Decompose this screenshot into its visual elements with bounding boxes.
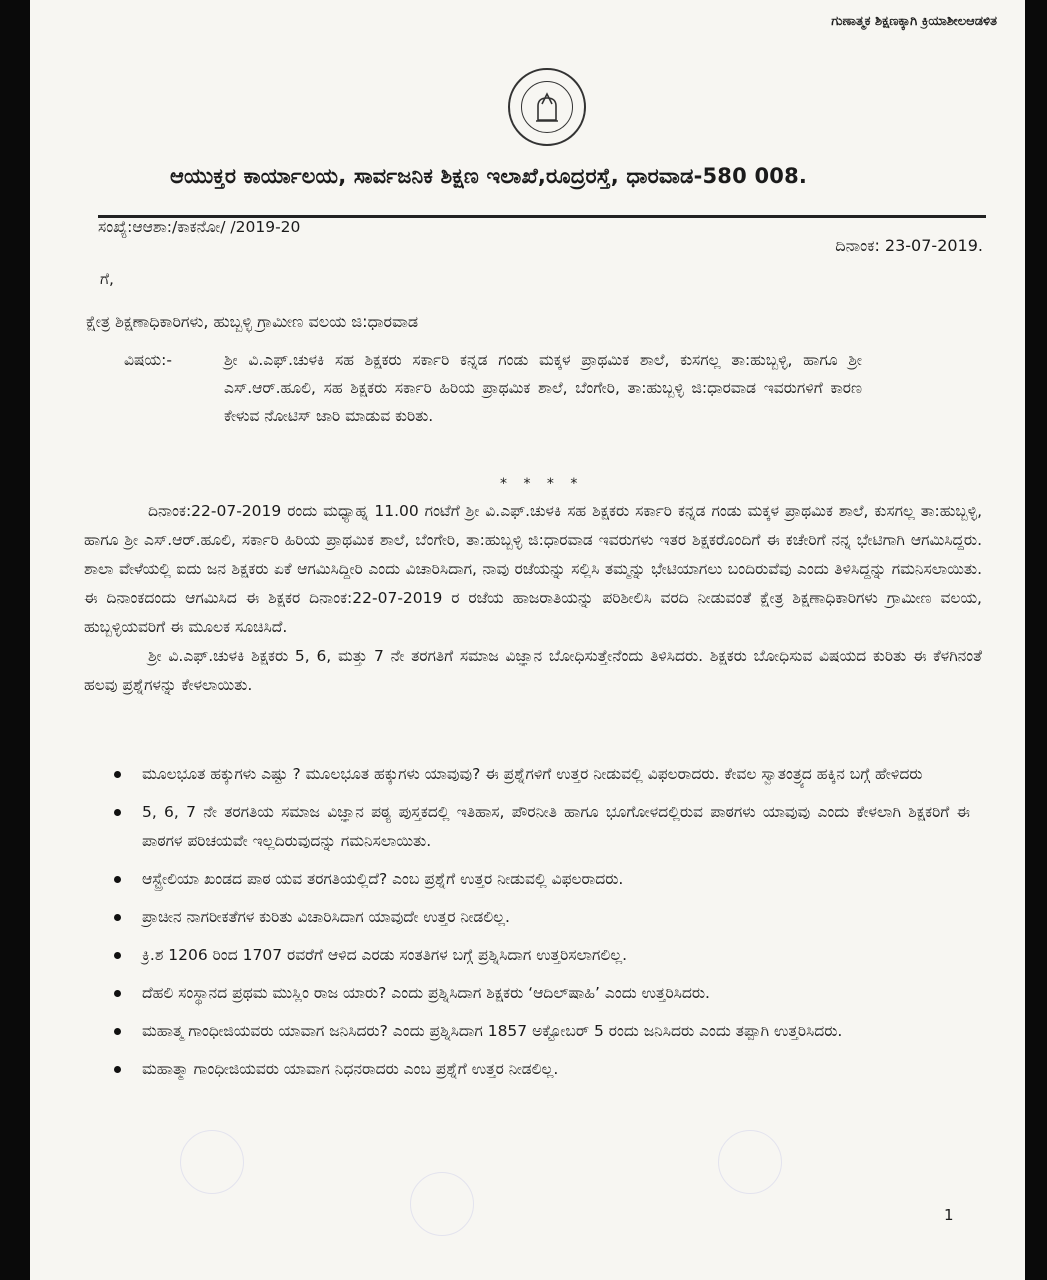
body-paragraph-1: ದಿನಾಂಕ:22-07-2019 ರಂದು ಮಧ್ಯಾಹ್ನ 11.00 ಗಂಟೆಗೆ ಶ್ರೀ ವಿ.ಎಫ್.ಚುಳಕಿ ಸಹ ಶಿಕ್ಷಕರು ಸರ್ಕಾರಿ ಕನ್ನಡ ಗಂಡು ಮಕ್ಕಳ ಪ್ರಾಥಮಿಕ ಶಾಲೆ, ಕುಸಗಲ್ಲ ತಾ:ಹುಬ್ಬಳ್ಳಿ, ಹಾಗೂ ಶ್ರೀ ಎಸ್.ಆರ್.ಹೂಲಿ, ಸರ್ಕಾರಿ ಹಿರಿಯ ಪ್ರಾಥಮಿಕ ಶಾಲೆ, ಬೆಂಗೇರಿ, ತಾ:ಹುಬ್ಬಳ್ಳಿ ಜಿ:ಧಾರವಾಡ ಇವರುಗಳು ಇತರ ಶಿಕ್ಷಕರೊಂದಿಗೆ ಈ ಕಚೇರಿಗೆ ನನ್ನ ಭೇಟಿಗಾಗಿ ಆಗಮಿಸಿದ್ದರು. ಶಾಲಾ ವೇಳೆಯಲ್ಲಿ ಐದು ಜನ ಶಿಕ್ಷಕರು ಏಕೆ ಆಗಮಿಸಿದ್ದೀರಿ ಎಂದು ವಿಚಾರಿಸಿದಾಗ, ನಾವು ರಜೆಯನ್ನು ಸಲ್ಲಿಸಿ ತಮ್ಮನ್ನು ಭೇಟಿಯಾಗಲು ಬಂದಿರುವೆವು ಎಂದು ತಿಳಿಸಿದ್ದನ್ನು ಗಮನಿಸಲಾಯಿತು. ಈ ದಿನಾಂಕದಂದು ಆಗಮಿಸಿದ ಈ ಶಿಕ್ಷಕರ ದಿನಾಂಕ:22-07-2019 ರ ರಜೆಯ ಹಾಜರಾತಿಯನ್ನು ಪರಿಶೀಲಿಸಿ ವರದಿ ನೀಡುವಂತೆ ಕ್ಷೇತ್ರ ಶಿಕ್ಷಣಾಧಿಕಾರಿಗಳು ಗ್ರಾಮೀಣ ವಲಯ, ಹುಬ್ಬಳ್ಳಿಯವರಿಗೆ ಈ ಮೂಲಕ ಸೂಚಿಸಿದೆ. <box>84 502 982 636</box>
faint-stamp-mark <box>410 1172 474 1236</box>
bullet-icon <box>114 914 121 921</box>
list-item: 5, 6, 7 ನೇ ತರಗತಿಯ ಸಮಾಜ ವಿಜ್ಞಾನ ಪಠ್ಯ ಪುಸ್ತಕದಲ್ಲಿ ಇತಿಹಾಸ, ಪೌರನೀತಿ ಹಾಗೂ ಭೂಗೋಳದಲ್ಲಿರುವ ಪಾಠಗಳು ಯಾವುವು ಎಂದು ಕೇಳಲಾಗಿ ಶಿಕ್ಷಕರಿಗೆ ಈ ಪಾಠಗಳ ಪರಿಚಯವೇ ಇಲ್ಲದಿರುವುದನ್ನು ಗಮನಿಸಲಾಯಿತು. <box>90 798 970 856</box>
faint-stamp-mark <box>180 1130 244 1194</box>
separator-stars: * * * * <box>500 476 584 492</box>
office-heading: ಆಯುಕ್ತರ ಕಾರ್ಯಾಲಯ, ಸಾರ್ವಜನಿಕ ಶಿಕ್ಷಣ ಇಲಾಖೆ,ರೂದ್ರರಸ್ತೆ, ಧಾರವಾಡ-580 008. <box>170 164 808 188</box>
list-item: ಮೂಲಭೂತ ಹಕ್ಕುಗಳು ಎಷ್ಟು ? ಮೂಲಭೂತ ಹಕ್ಕುಗಳು ಯಾವುವು? ಈ ಪ್ರಶ್ನೆಗಳಿಗೆ ಉತ್ತರ ನೀಡುವಲ್ಲಿ ವಿಫಲರಾದರು. ಕೇವಲ ಸ್ವಾತಂತ್ರ್ಯದ ಹಕ್ಕಿನ ಬಗ್ಗೆ ಹೇಳಿದರು <box>90 760 970 789</box>
subject-block <box>122 346 862 430</box>
letter-body <box>84 497 982 700</box>
subject-text: ಶ್ರೀ ವಿ.ಎಫ್.ಚುಳಕಿ ಸಹ ಶಿಕ್ಷಕರು ಸರ್ಕಾರಿ ಕನ್ನಡ ಗಂಡು ಮಕ್ಕಳ ಪ್ರಾಥಮಿಕ ಶಾಲೆ, ಕುಸಗಲ್ಲ ತಾ:ಹುಬ್ಬಳ್ಳಿ, ಹಾಗೂ ಶ್ರೀ ಎಸ್.ಆರ್.ಹೂಲಿ, ಸಹ ಶಿಕ್ಷಕರು ಸರ್ಕಾರಿ ಹಿರಿಯ ಪ್ರಾಥಮಿಕ ಶಾಲೆ, ಬೆಂಗೇರಿ, ತಾ:ಹುಬ್ಬಳ್ಳಿ ಜಿ:ಧಾರವಾಡ ಇವರುಗಳಿಗೆ ಕಾರಣ ಕೇಳುವ ನೋಟಿಸ್ ಜಾರಿ ಮಾಡುವ ಕುರಿತು. <box>224 351 862 425</box>
list-item: ಮಹಾತ್ಮಾ ಗಾಂಧೀಜಿಯವರು ಯಾವಾಗ ನಿಧನರಾದರು ಎಂಬ ಪ್ರಶ್ನೆಗೆ ಉತ್ತರ ನೀಡಲಿಲ್ಲ. <box>90 1055 970 1084</box>
bullet-icon <box>114 771 121 778</box>
body-paragraph-2: ಶ್ರೀ ವಿ.ಎಫ್.ಚುಳಕಿ ಶಿಕ್ಷಕರು 5, 6, ಮತ್ತು 7 ನೇ ತರಗತಿಗೆ ಸಮಾಜ ವಿಜ್ಞಾನ ಬೋಧಿಸುತ್ತೇನೆಂದು ತಿಳಿಸಿದರು. ಶಿಕ್ಷಕರು ಬೋಧಿಸುವ ವಿಷಯದ ಕುರಿತು ಈ ಕೆಳಗಿನಂತೆ ಹಲವು ಪ್ರಶ್ನೆಗಳನ್ನು ಕೇಳಲಾಯಿತು. <box>84 647 982 694</box>
list-item: ದೆಹಲಿ ಸಂಸ್ಥಾನದ ಪ್ರಥಮ ಮುಸ್ಲಿಂ ರಾಜ ಯಾರು? ಎಂದು ಪ್ರಶ್ನಿಸಿದಾಗ ಶಿಕ್ಷಕರು ‘ಆದಿಲ್‌ಷಾಹಿ’ ಎಂದು ಉತ್ತರಿಸಿದರು. <box>90 979 970 1008</box>
list-item: ಕ್ರಿ.ಶ 1206 ರಿಂದ 1707 ರವರೆಗೆ ಆಳಿದ ಎರಡು ಸಂತತಿಗಳ ಬಗ್ಗೆ ಪ್ರಶ್ನಿಸಿದಾಗ ಉತ್ತರಿಸಲಾಗಲಿಲ್ಲ. <box>90 941 970 970</box>
bullet-icon <box>114 1028 121 1035</box>
bullet-icon <box>114 809 121 816</box>
bullet-icon <box>114 1066 121 1073</box>
list-item: ಮಹಾತ್ಮ ಗಾಂಧೀಜಿಯವರು ಯಾವಾಗ ಜನಿಸಿದರು? ಎಂದು ಪ್ರಶ್ನಿಸಿದಾಗ 1857 ಅಕ್ಟೋಬರ್ 5 ರಂದು ಜನಿಸಿದರು ಎಂದು ತಪ್ಪಾಗಿ ಉತ್ತರಿಸಿದರು. <box>90 1017 970 1046</box>
karnataka-emblem-icon <box>508 68 586 146</box>
question-list <box>90 760 970 1093</box>
bullet-icon <box>114 876 121 883</box>
letter-page <box>30 0 1025 1280</box>
list-item: ಆಸ್ಟ್ರೇಲಿಯಾ ಖಂಡದ ಪಾಠ ಯವ ತರಗತಿಯಲ್ಲಿದೆ? ಎಂಬ ಪ್ರಶ್ನೆಗೆ ಉತ್ತರ ನೀಡುವಲ್ಲಿ ವಿಫಲರಾದರು. <box>90 865 970 894</box>
to-label: ಗೆ, <box>100 270 114 288</box>
list-item: ಪ್ರಾಚೀನ ನಾಗರೀಕತೆಗಳ ಕುರಿತು ವಿಚಾರಿಸಿದಾಗ ಯಾವುದೇ ಉತ್ತರ ನೀಡಲಿಲ್ಲ. <box>90 903 970 932</box>
bullet-icon <box>114 990 121 997</box>
subject-label: ವಿಷಯ:- <box>124 351 172 369</box>
bullet-icon <box>114 952 121 959</box>
tagline: ಗುಣಾತ್ಮಕ ಶಿಕ್ಷಣಕ್ಕಾಗಿ ಕ್ರಿಯಾಶೀಲಆಡಳಿತ <box>831 14 997 29</box>
faint-stamp-mark <box>718 1130 782 1194</box>
addressee: ಕ್ಷೇತ್ರ ಶಿಕ್ಷಣಾಧಿಕಾರಿಗಳು, ಹುಬ್ಬಳ್ಳಿ ಗ್ರಾಮೀಣ ವಲಯ ಜಿ:ಧಾರವಾಡ <box>86 312 419 331</box>
page-number: 1 <box>944 1206 954 1224</box>
reference-number: ಸಂಖ್ಯೆ:ಆಆಶಾ:/ಕಾಕನೋ/ /2019-20 <box>98 218 301 236</box>
letter-date: ದಿನಾಂಕ: 23-07-2019. <box>835 236 983 255</box>
